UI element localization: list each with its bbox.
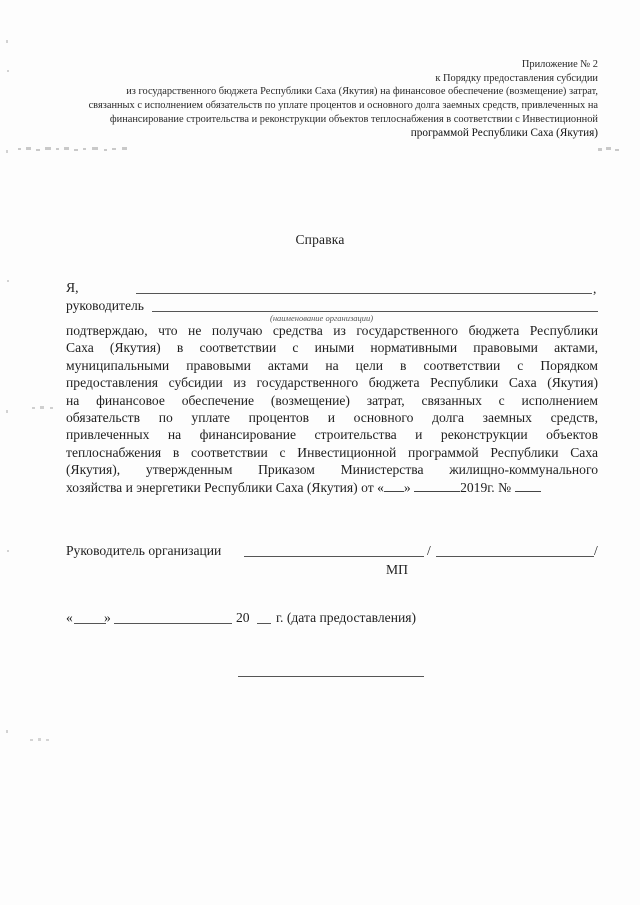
- number-blank: [515, 479, 541, 492]
- body-line: (Якутия), утвержденным Приказом Министерства жилищно-коммунального: [66, 462, 598, 478]
- date-close-quote: »: [403, 479, 411, 495]
- body-line: обязательств по уплате процентов и основного долга заемных средств,: [66, 410, 598, 426]
- number-label: №: [498, 479, 512, 495]
- body-last-text: хозяйства и энергетики Республики Саха (Якутия) от: [66, 479, 378, 495]
- body-line: муниципальными правовыми актами на цели в соответствии с Порядком: [66, 357, 598, 373]
- scan-artifact: [12, 142, 630, 158]
- date-close-quote-2: »: [104, 610, 111, 625]
- body-paragraph: [66, 322, 598, 496]
- month-blank: [414, 479, 460, 492]
- name-decoding-line: [436, 556, 594, 557]
- signature-slash-2: /: [594, 543, 598, 558]
- body-line: на финансовое обеспечение (возмещение) затрат, связанных с исполнением: [66, 392, 598, 408]
- appendix-header: [78, 58, 598, 140]
- scan-speck-2: [26, 736, 66, 744]
- body-line: предоставления субсидии из государственного бюджета Республики Саха (Якутия): [66, 375, 598, 391]
- body-last-line: [66, 479, 598, 496]
- submission-date-label: г. (дата предоставления): [276, 610, 417, 625]
- signature-slash-1: /: [427, 543, 431, 558]
- ya-label: Я,: [66, 280, 79, 295]
- date-month-line: [114, 623, 232, 624]
- appendix-line-2: к Порядку предоставления субсидии: [435, 72, 598, 84]
- organization-fill-line: [152, 311, 598, 312]
- director-label: руководитель: [66, 298, 145, 313]
- body-line: привлеченных на финансирование строительства и реконструкции объектов: [66, 427, 598, 443]
- appendix-line-5: финансирование строительства и реконструкции объектов теплоснабжения в соответствии с Инвестиционной: [109, 113, 598, 125]
- head-of-org-label: Руководитель организации: [66, 543, 222, 558]
- day-blank: [384, 479, 404, 492]
- date-year-line: [257, 623, 271, 624]
- appendix-line-3: из государственного бюджета Республики Саха (Якутия) на финансовое обеспечение (возмещение) затрат,: [126, 86, 598, 98]
- date-open-quote: «: [377, 479, 384, 495]
- body-line: теплоснабжения в соответствии с Инвестиционной программой Республики Саха: [66, 444, 598, 460]
- signature-line: [244, 556, 424, 557]
- appendix-line-4: связанных с исполнением обязательств по уплате процентов и основного долга заемных средств, привлеченных на: [88, 100, 598, 112]
- century-label: 20: [236, 610, 250, 625]
- appendix-line-6: программой Республики Саха (Якутия): [410, 126, 598, 139]
- date-open-quote-2: «: [66, 610, 73, 625]
- year-text: 2019г.: [460, 479, 495, 495]
- seal-place-label: МП: [386, 562, 408, 577]
- body-line: подтверждаю, что не получаю средства из государственного бюджета Республики: [66, 323, 598, 338]
- scan-edge-marks: [4, 30, 12, 790]
- body-line: Саха (Якутия) в соответствии с иными нормативными правовыми актами,: [66, 340, 598, 356]
- appendix-line-1: Приложение № 2: [521, 59, 598, 70]
- comma-mark: ,: [593, 281, 597, 296]
- scan-speck: [26, 404, 66, 412]
- organization-caption: (наименование организации): [270, 313, 374, 323]
- document-title: Справка: [295, 232, 345, 247]
- date-day-line: [74, 623, 106, 624]
- bottom-line: [238, 676, 424, 677]
- name-fill-line: [136, 293, 592, 294]
